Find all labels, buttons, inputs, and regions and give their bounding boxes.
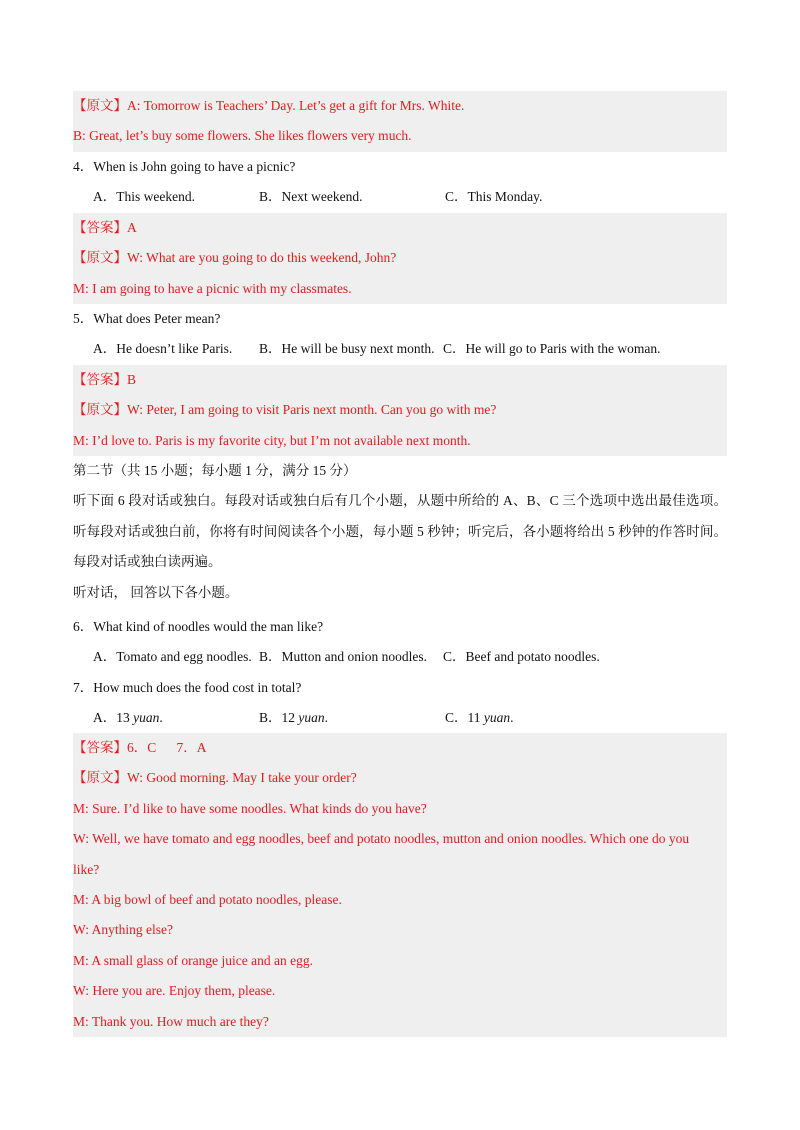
answer-block-q5 (73, 365, 727, 456)
transcript-line: 【原文】W: Peter, I am going to visit Paris next month. Can you go with me? (73, 402, 497, 418)
option-c: C．Beef and potato noodles. (443, 649, 600, 665)
answer-line: 【答案】A (73, 220, 137, 235)
transcript-block-q3 (73, 91, 727, 152)
transcript-line: M: Thank you. How much are they? (73, 1013, 269, 1029)
option-b: B．He will be busy next month. (259, 341, 435, 357)
transcript-line: M: A small glass of orange juice and an egg. (73, 952, 313, 968)
transcript-line: M: I’d love to. Paris is my favorite city, but I’m not available next month. (73, 432, 471, 448)
transcript-line: W: Here you are. Enjoy them, please. (73, 983, 276, 999)
transcript-line: like? (73, 861, 100, 877)
options-row (73, 703, 727, 733)
transcript-line: W: Well, we have tomato and egg noodles, beef and potato noodles, mutton and onion noodles. Which one do you (73, 831, 690, 847)
question-text: 5．What does Peter mean? (73, 311, 221, 326)
transcript-line: W: Anything else? (73, 922, 173, 938)
transcript-line: 【原文】W: Good morning. May I take your order? (73, 770, 357, 786)
section-prompt: 听对话， 回答以下各小题。 (73, 584, 239, 600)
answer-line: 【答案】B (73, 372, 137, 387)
options-row (73, 182, 727, 212)
transcript-line: 【原文】A: Tomorrow is Teachers’ Day. Let’s get a gift for Mrs. White. (73, 98, 465, 113)
transcript-line: 【原文】W: What are you going to do this weekend, John? (73, 250, 397, 266)
answer-block-q6-q7 (73, 733, 727, 1037)
question-7 (73, 673, 727, 734)
option-a: A．He doesn’t like Paris. (93, 341, 233, 357)
option-a: A．13 yuan. (93, 710, 163, 726)
question-text: 6．What kind of noodles would the man like? (73, 619, 324, 634)
option-c: C．11 yuan. (445, 710, 514, 726)
answer-line: 【答案】6．C 7．A (73, 740, 207, 755)
option-b: B．12 yuan. (259, 710, 329, 726)
section-title: 第二节（共 15 小题；每小题 1 分，满分 15 分） (73, 463, 357, 478)
question-text: 7．How much does the food cost in total? (73, 680, 302, 695)
option-a: A．This weekend. (93, 189, 195, 205)
question-text: 4．When is John going to have a picnic? (73, 159, 296, 174)
question-6 (73, 612, 727, 673)
transcript-line: B: Great, let’s buy some flowers. She likes flowers very much. (73, 128, 412, 144)
option-c: C．He will go to Paris with the woman. (443, 341, 661, 357)
transcript-line: M: I am going to have a picnic with my classmates. (73, 280, 352, 296)
option-c: C．This Monday. (445, 189, 543, 205)
option-b: B．Next weekend. (259, 189, 363, 205)
options-row (73, 642, 727, 672)
section-2 (73, 456, 727, 608)
option-a: A．Tomato and egg noodles. (93, 649, 252, 665)
question-4 (73, 152, 727, 213)
answer-block-q4 (73, 213, 727, 304)
option-b: B．Mutton and onion noodles. (259, 649, 427, 665)
question-5 (73, 304, 727, 365)
transcript-line: M: A big bowl of beef and potato noodles, please. (73, 891, 342, 907)
transcript-line: M: Sure. I’d like to have some noodles. What kinds do you have? (73, 800, 427, 816)
section-instructions: 听下面 6 段对话或独白。每段对话或独白后有几个小题，从题中所给的 A、B、C 三个选项中选出最佳选项。听每段对话或独白前，你将有时间阅读各个小题，每小题 5 秒钟；听完后，各小题将给出 5 秒钟的作答时间。每段对话或独白读两遍。 (73, 493, 727, 570)
options-row (73, 334, 727, 364)
